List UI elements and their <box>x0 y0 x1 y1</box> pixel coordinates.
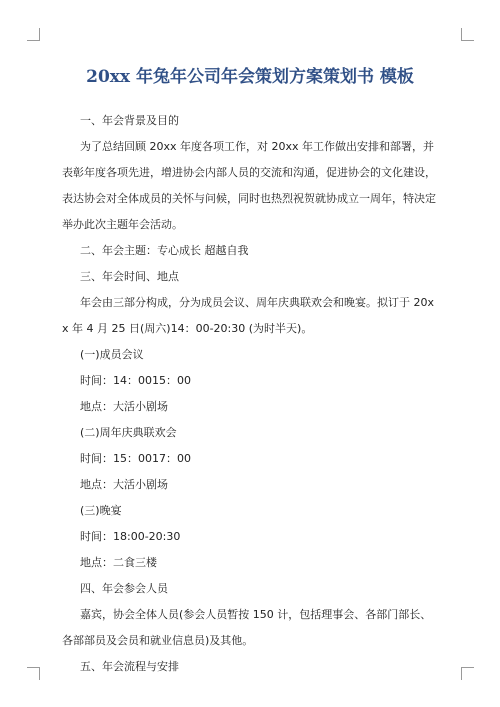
dinner-location: 地点：二食三楼 <box>80 556 157 569</box>
dinner-time: 时间：18:00-20:30 <box>80 530 181 543</box>
party-location: 地点：大活小剧场 <box>80 478 168 491</box>
paragraph-attendees: 嘉宾，协会全体人员(参会人员暂按 150 计，包括理事会、各部门部长、各部部员及会员和就业信息员)及其他。 <box>62 608 432 647</box>
section-heading-attendees: 四、年会参会人员 <box>80 582 168 595</box>
section-heading-background: 一、年会背景及目的 <box>80 114 179 127</box>
crop-mark-bottom-left <box>27 667 40 680</box>
section-heading-agenda: 五、年会流程与安排 <box>80 660 179 673</box>
meeting-location: 地点：大活小剧场 <box>80 400 168 413</box>
section-heading-time-place: 三、年会时间、地点 <box>80 270 179 283</box>
paragraph-schedule: 年会由三部分构成，分为成员会议、周年庆典联欢会和晚宴。拟订于 20xx 年 4 月 25 日(周六)14：00-20:30 (为时半天)。 <box>62 296 435 335</box>
crop-mark-bottom-right <box>461 667 474 680</box>
subheading-member-meeting: (一)成员会议 <box>80 348 144 361</box>
crop-mark-top-right <box>461 28 474 41</box>
section-heading-theme: 二、年会主题：专心成长 超越自我 <box>80 244 249 257</box>
paragraph-purpose: 为了总结回顾 20xx 年度各项工作，对 20xx 年工作做出安排和部署，并表彰年度各项先进，增进协会内部人员的交流和沟通，促进协会的文化建设，表达协会对全体成员的关怀与问候，同时也热烈祝贺就协成立一周年，特决定举办此次主题年会活动。 <box>62 140 436 231</box>
document-body <box>62 108 440 680</box>
crop-mark-top-left <box>27 28 40 41</box>
subheading-dinner: (三)晚宴 <box>80 504 122 517</box>
document-title: 20xx 年兔年公司年会策划方案策划书 模板 <box>86 67 414 87</box>
meeting-time: 时间：14：0015：00 <box>80 374 191 387</box>
party-time: 时间：15：0017：00 <box>80 452 191 465</box>
subheading-anniversary-party: (二)周年庆典联欢会 <box>80 426 177 439</box>
